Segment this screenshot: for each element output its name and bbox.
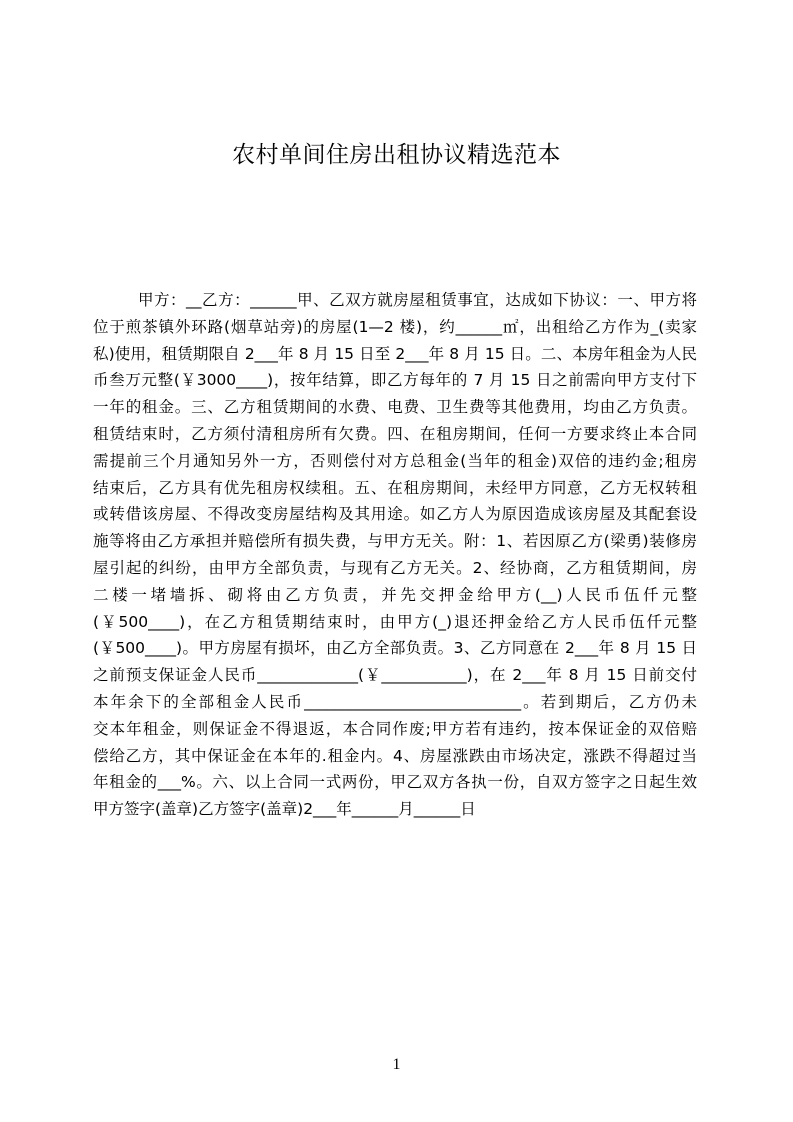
- body-line: 屋引起的纠纷，由甲方全部负责，与现有乙方无关。2、经协商，乙方租赁期间，房: [93, 558, 697, 577]
- body-line: (￥500____)。甲方房屋有损坏，由乙方全部负责。3、乙方同意在 2___年 8 月 15 日: [93, 639, 697, 658]
- body-line: 偿给乙方，其中保证金在本年的.租金内。4、房屋涨跌由市场决定，涨跌不得超过当: [93, 746, 697, 765]
- body-line: 或转借该房屋、不得改变房屋结构及其用途。如乙方人为原因造成该房屋及其配套设: [93, 505, 697, 524]
- body-line: 之前预支保证金人民币_____________(￥___________)，在 2___年 8 月 15 日前交付: [93, 666, 697, 685]
- body-line: 需提前三个月通知另外一方，否则偿付对方总租金(当年的租金)双倍的违约金;租房: [93, 451, 697, 470]
- body-line: 一年的租金。三、乙方租赁期间的水费、电费、卫生费等其他费用，均由乙方负责。: [93, 398, 697, 417]
- body-line: 币叁万元整(￥3000____)，按年结算，即乙方每年的 7 月 15 日之前需向甲方支付下: [93, 371, 697, 390]
- body-line: 位于煎茶镇外环路(烟草站旁)的房屋(1—2 楼)，约______㎡，出租给乙方作为_(卖家: [93, 317, 697, 336]
- agreement-body: [93, 287, 697, 823]
- body-line: 本年余下的全部租金人民币____________________________。若到期后，乙方仍未: [93, 692, 697, 711]
- signature-line: 甲方签字(盖章)乙方签字(盖章)2___年______月______日: [93, 800, 476, 819]
- body-line: 交本年租金，则保证金不得退返，本合同作废;甲方若有违约，按本保证金的双倍赔: [93, 719, 697, 738]
- body-line: 二楼一堵墙拆、砌将由乙方负责，并先交押金给甲方(__)人民币伍仟元整: [93, 585, 697, 604]
- body-line: 施等将由乙方承担并赔偿所有损失费，与甲方无关。附：1、若因原乙方(梁勇)装修房: [93, 532, 697, 551]
- document-title: 农村单间住房出租协议精选范本: [232, 142, 561, 168]
- body-line: (￥500____)，在乙方租赁期结束时，由甲方(_)退还押金给乙方人民币伍仟元整: [93, 612, 697, 631]
- body-line: 结束后，乙方具有优先租房权续租。五、在租房期间，未经甲方同意，乙方无权转租: [93, 478, 697, 497]
- body-line: 甲方：__乙方：______甲、乙双方就房屋租赁事宜，达成如下协议：一、甲方将: [138, 291, 697, 309]
- body-line: 私)使用，租赁期限自 2___年 8 月 15 日至 2___年 8 月 15 日。二、本房年租金为人民: [93, 344, 697, 363]
- body-line: 年租金的___%。六、以上合同一式两份，甲乙双方各执一份，自双方签字之日起生效: [93, 773, 697, 792]
- body-line: 租赁结束时，乙方须付清租房所有欠费。四、在租房期间，任何一方要求终止本合同: [93, 424, 697, 443]
- page-number: 1: [392, 1056, 401, 1073]
